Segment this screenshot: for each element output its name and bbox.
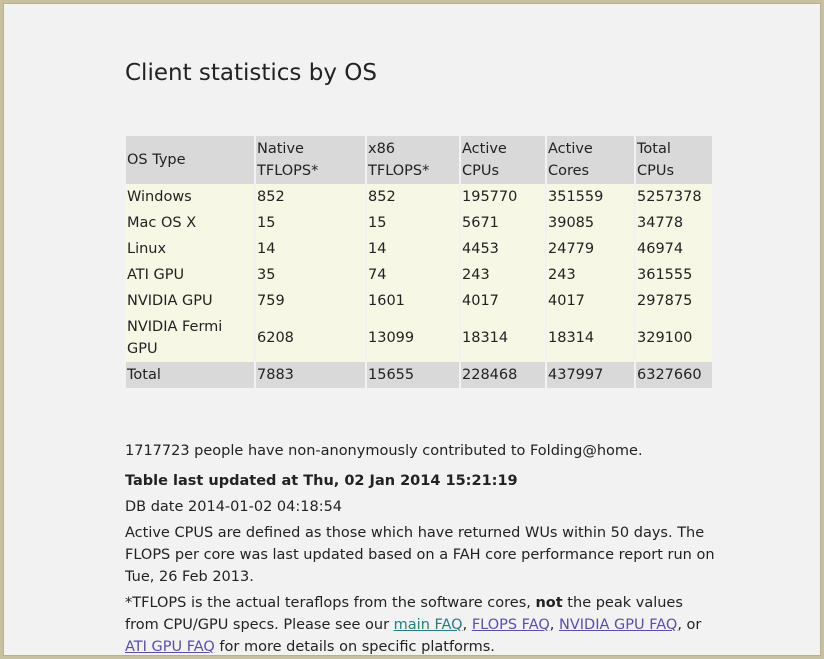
- db-date-text: DB date 2014-01-02 04:18:54: [125, 499, 343, 515]
- cell-active-cores: 243: [547, 262, 634, 288]
- cell-total-cpus: 34778: [636, 210, 712, 236]
- cell-total-label: Total: [126, 362, 254, 388]
- cell-total-cpus: 297875: [636, 288, 712, 314]
- cell-total-cpus: 329100: [636, 314, 712, 362]
- cell-total-x86-tflops: 15655: [367, 362, 459, 388]
- footnote-middle: the peak values from CPU/GPU specs. Please see our: [125, 595, 683, 633]
- cell-x86-tflops: 14: [367, 236, 459, 262]
- table-row: [126, 288, 712, 314]
- contributors-text: 1717723 people have non-anonymously contributed to Folding@home.: [125, 443, 643, 459]
- footnote-sep: ,: [462, 617, 472, 633]
- nvidia-gpu-faq-link[interactable]: NVIDIA GPU FAQ: [559, 617, 678, 633]
- page-title: Client statistics by OS: [125, 60, 377, 86]
- cell-active-cores: 39085: [547, 210, 634, 236]
- cell-active-cores: 351559: [547, 184, 634, 210]
- cell-active-cpus: 18314: [461, 314, 545, 362]
- cell-os: ATI GPU: [126, 262, 254, 288]
- cell-native-tflops: 14: [256, 236, 365, 262]
- cell-total-active-cores: 437997: [547, 362, 634, 388]
- header-native-tflops: Native TFLOPS*: [256, 136, 365, 184]
- cell-os: NVIDIA Fermi GPU: [126, 314, 254, 362]
- cell-os: NVIDIA GPU: [126, 288, 254, 314]
- os-stats-table: [124, 136, 714, 388]
- cell-active-cores: 4017: [547, 288, 634, 314]
- cell-total-cpus: 46974: [636, 236, 712, 262]
- cell-active-cpus: 195770: [461, 184, 545, 210]
- cell-active-cpus: 4017: [461, 288, 545, 314]
- cell-active-cpus: 5671: [461, 210, 545, 236]
- page: [3, 3, 821, 656]
- cell-native-tflops: 35: [256, 262, 365, 288]
- table-row: [126, 314, 712, 362]
- flops-faq-link[interactable]: FLOPS FAQ: [471, 617, 550, 633]
- cell-native-tflops: 852: [256, 184, 365, 210]
- footnote-sep: , or: [677, 617, 702, 633]
- cell-active-cores: 24779: [547, 236, 634, 262]
- cell-native-tflops: 759: [256, 288, 365, 314]
- footnote-bold: not: [535, 595, 563, 611]
- footnote-suffix: for more details on specific platforms.: [214, 639, 495, 655]
- last-updated-text: Table last updated at Thu, 02 Jan 2014 15:21:19: [125, 473, 518, 489]
- cell-x86-tflops: 74: [367, 262, 459, 288]
- cell-active-cpus: 4453: [461, 236, 545, 262]
- header-total-cpus: Total CPUs: [636, 136, 712, 184]
- cell-total-cpus: 361555: [636, 262, 712, 288]
- cell-x86-tflops: 15: [367, 210, 459, 236]
- header-os-type: OS Type: [126, 136, 254, 184]
- cell-total-active-cpus: 228468: [461, 362, 545, 388]
- cell-os: Linux: [126, 236, 254, 262]
- cell-os: Windows: [126, 184, 254, 210]
- footnote-prefix: *TFLOPS is the actual teraflops from the software cores,: [125, 595, 536, 611]
- cell-total-native-tflops: 7883: [256, 362, 365, 388]
- table-row: [126, 184, 712, 210]
- cell-x86-tflops: 13099: [367, 314, 459, 362]
- cell-active-cpus: 243: [461, 262, 545, 288]
- cell-total-cpus: 5257378: [636, 184, 712, 210]
- cell-native-tflops: 6208: [256, 314, 365, 362]
- main-faq-link[interactable]: main FAQ: [393, 617, 463, 633]
- ati-gpu-faq-link[interactable]: ATI GPU FAQ: [125, 639, 215, 655]
- table-header-row: [126, 136, 712, 184]
- cell-x86-tflops: 852: [367, 184, 459, 210]
- cell-os: Mac OS X: [126, 210, 254, 236]
- table-total-row: [126, 362, 712, 388]
- table-row: [126, 210, 712, 236]
- tflops-footnote: [125, 592, 715, 658]
- header-x86-tflops: x86 TFLOPS*: [367, 136, 459, 184]
- cell-native-tflops: 15: [256, 210, 365, 236]
- footnote-sep: ,: [549, 617, 559, 633]
- active-cpus-note: Active CPUS are defined as those which have returned WUs within 50 days. The FLOPS per core was last updated based on a FAH core performance report run on Tue, 26 Feb 2013.: [125, 525, 715, 585]
- table-row: [126, 262, 712, 288]
- cell-total-total-cpus: 6327660: [636, 362, 712, 388]
- cell-active-cores: 18314: [547, 314, 634, 362]
- header-active-cores: Active Cores: [547, 136, 634, 184]
- table-row: [126, 236, 712, 262]
- header-active-cpus: Active CPUs: [461, 136, 545, 184]
- cell-x86-tflops: 1601: [367, 288, 459, 314]
